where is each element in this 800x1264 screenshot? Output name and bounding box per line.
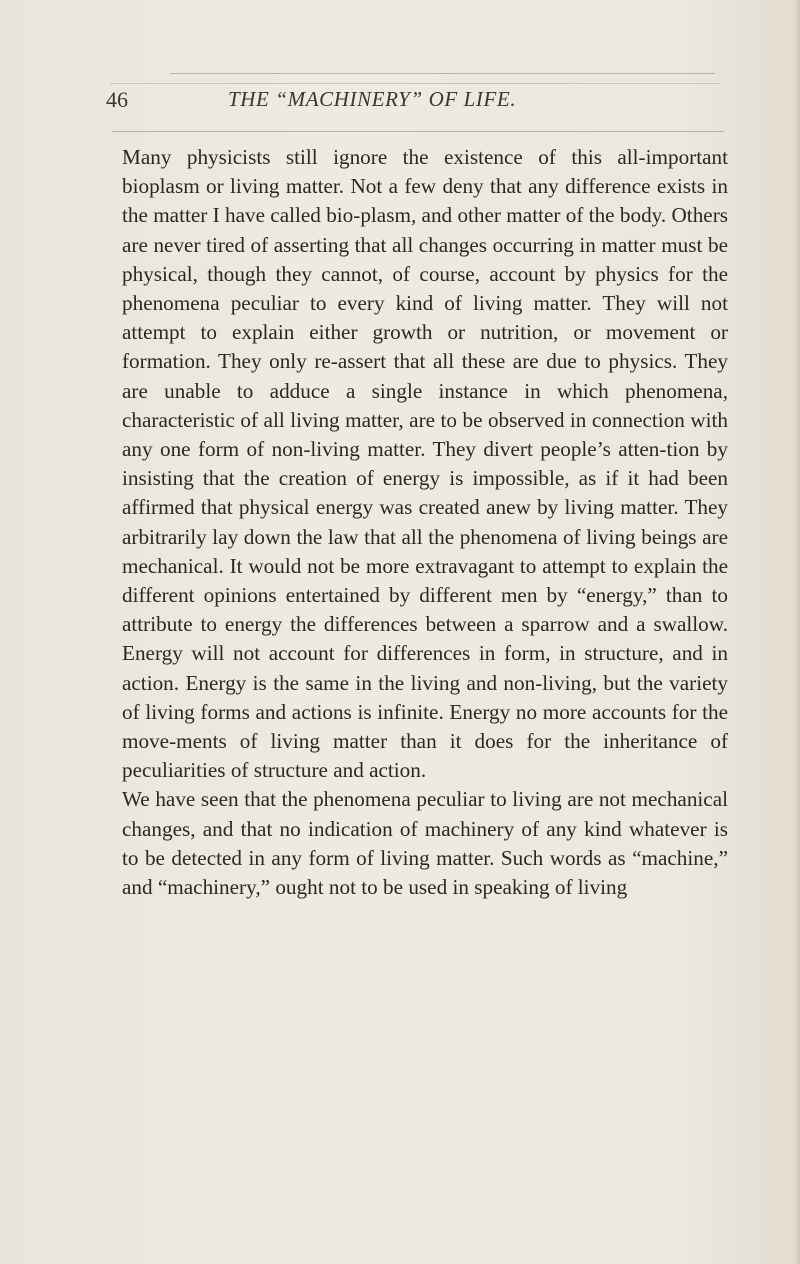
header-rule xyxy=(112,131,724,132)
page-number: 46 xyxy=(106,87,128,112)
paragraph-2: We have seen that the phenomena peculiar to living are not mechanical changes, and that no indication of machinery of any kind whatever is to be detected in any form of living matter. Such words as “machine,” and “machinery,” ought not to be used in speaking of living xyxy=(122,787,728,900)
body-text xyxy=(122,143,728,902)
page-edge-shadow xyxy=(794,0,800,1264)
top-rule xyxy=(170,73,715,74)
paragraph-1: Many physicists still ignore the existence of this all-important bioplasm or living matter. Not a few deny that any difference exists in the matter I have called bio-plasm, and other matter of the body. Others are never tired of asserting that all changes occurring in matter must be physical, though they cannot, of course, account by physics for the phenomena peculiar to every kind of living matter. They will not attempt to explain either growth or nutrition, or movement or formation. They only re-assert that all these are due to physics. They are unable to adduce a single instance in which phenomena, characteristic of all living matter, are to be observed in connection with any one form of non-living matter. They divert people’s atten-tion by insisting that the creation of energy is impossible, as if it had been affirmed that physical energy was created anew by living matter. They arbitrarily lay down the law that all the phenomena of living beings are mechanical. It would not be more extravagant to attempt to explain the different opinions entertained by different men by “energy,” than to attribute to energy the differences between a sparrow and a swallow. Energy will not account for differences in form, in structure, and in action. Energy is the same in the living and non-living, but the variety of living forms and actions is infinite. Energy no more accounts for the move-ments of living matter than it does for the inheritance of peculiarities of structure and action. xyxy=(122,145,728,783)
running-header xyxy=(106,87,726,121)
running-title: THE “MACHINERY” OF LIFE. xyxy=(228,87,517,111)
top-shadow-rule xyxy=(110,83,720,84)
